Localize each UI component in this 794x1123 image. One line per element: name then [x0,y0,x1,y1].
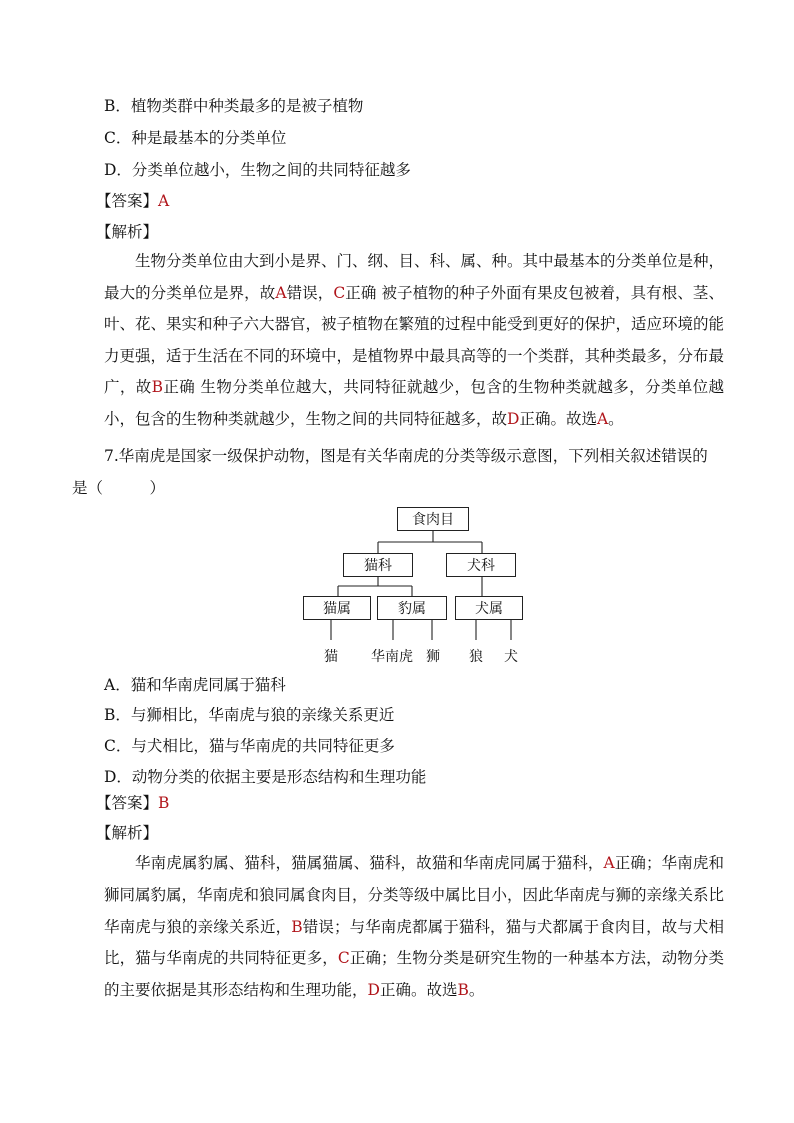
leaf-wolf: 狼 [469,649,483,665]
q7-option-b: B．与狮相比，华南虎与狼的亲缘关系更近 [104,706,395,724]
q7-analysis-text: 华南虎属豹属、猫科，猫属猫属、猫科，故猫和华南虎同属于猫科，A正确；华南虎和狮同属豹属，华南虎和狼同属食肉目，分类等级中属比目小，因此华南虎与狮的亲缘关系比华南虎与狼的亲缘关系近，B错误；与华南虎都属于猫科，猫与犬都属于食肉目，故与犬相比，猫与华南虎的共同特征更多，C正确；生物分类是研究生物的一种基本方法，动物分类的主要依据是其形态结构和生理功能，D正确。故选B。 [104,854,725,1000]
q6-analysis-text: 生物分类单位由大到小是界、门、纲、目、科、属、种。其中最基本的分类单位是种，最大的分类单位是界，故A错误，C正确 被子植物的种子外面有果皮包被着，具有根、茎、叶、花、果实和种子六大器官，被子植物在繁殖的过程中能受到更好的保护，适应环境的能力更强，适于生活在不同的环境中，是植物界中最具高等的一个类群，其种类最多，分布最广，故B正确 生物分类单位越大，共同特征就越少，包含的生物种类就越多，分类单位越小，包含的生物种类就越少，生物之间的共同特征越多，故D正确。故选A。 [104,252,725,428]
q6-answer-label: 【答案】 [96,192,159,210]
q7-option-c: C．与犬相比，猫与华南虎的共同特征更多 [104,737,395,755]
node-felidae: 猫科 [343,553,413,577]
leaf-cat: 猫 [324,649,338,665]
node-canis: 犬属 [455,596,523,620]
leaf-south-china-tiger: 华南虎 [371,649,413,665]
q6-option-c: C．种是最基本的分类单位 [104,129,287,147]
q6-option-d: D．分类单位越小，生物之间的共同特征越多 [104,161,411,179]
q7-stem-line1: 7.华南虎是国家一级保护动物，图是有关华南虎的分类等级示意图，下列相关叙述错误的 [104,447,708,465]
q6-answer-value: A [158,192,170,210]
q7-answer-value: B [158,794,170,812]
node-carnivora: 食肉目 [397,507,469,531]
leaf-dog: 犬 [504,649,518,665]
q7-stem-line2: 是（ ） [72,479,166,497]
q6-analysis-label: 【解析】 [96,223,159,241]
q7-answer [96,793,169,813]
q7-option-a: A．猫和华南虎同属于猫科 [104,676,286,694]
leaf-lion: 狮 [426,649,440,665]
q7-option-d: D．动物分类的依据主要是形态结构和生理功能 [104,768,427,786]
q7-analysis-label: 【解析】 [96,824,159,842]
node-canidae: 犬科 [446,553,516,577]
q7-answer-label: 【答案】 [96,794,159,812]
q6-option-b: B．植物类群中种类最多的是被子植物 [104,97,364,115]
node-panthera: 豹属 [377,596,447,620]
node-felis: 猫属 [303,596,371,620]
